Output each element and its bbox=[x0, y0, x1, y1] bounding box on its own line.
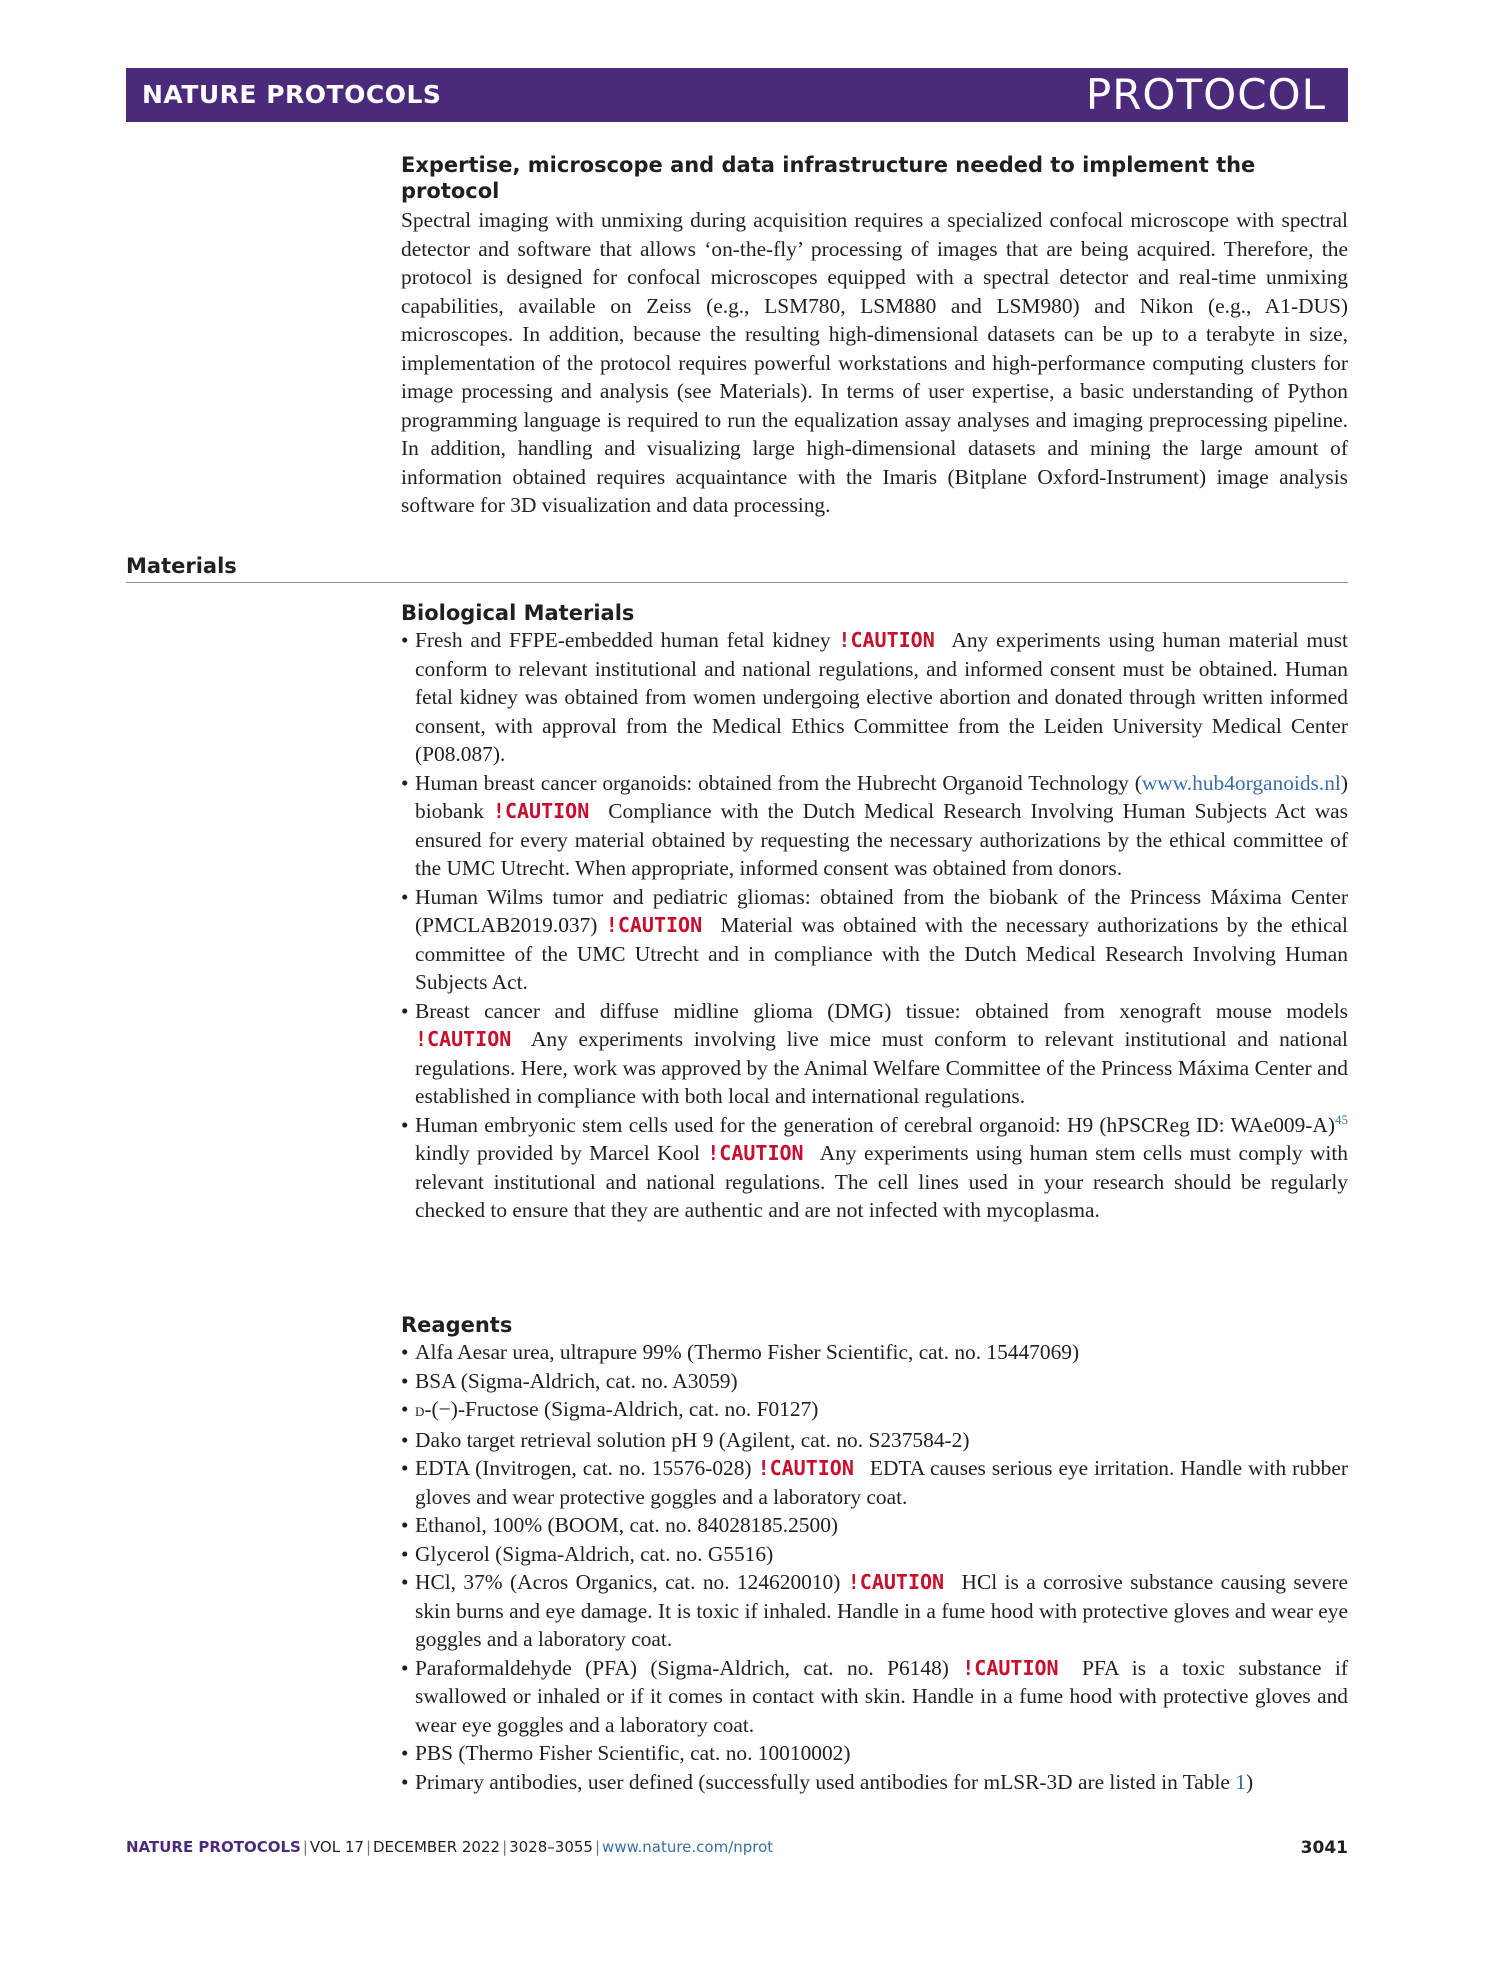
item-text: BSA (Sigma-Aldrich, cat. no. A3059) bbox=[415, 1368, 738, 1393]
list-item bbox=[401, 1540, 1348, 1569]
list-item bbox=[401, 626, 1348, 769]
materials-title: Materials bbox=[126, 554, 237, 578]
table-1-link[interactable]: 1 bbox=[1235, 1769, 1246, 1794]
item-text: Primary antibodies, user defined (successfully used antibodies for mLSR-3D are listed in Table bbox=[415, 1769, 1236, 1794]
caution-label: !CAUTION bbox=[838, 628, 935, 652]
footer-separator: | bbox=[502, 1838, 508, 1856]
page-footer bbox=[126, 1838, 1348, 1862]
list-item bbox=[401, 1367, 1348, 1396]
list-item bbox=[401, 1338, 1348, 1367]
item-text: EDTA (Invitrogen, cat. no. 15576-028) bbox=[415, 1456, 752, 1480]
item-text: ) biobank bbox=[415, 770, 1348, 823]
footer-separator: | bbox=[594, 1838, 601, 1856]
item-text: kindly provided by Marcel Kool bbox=[415, 1141, 700, 1165]
item-text: Fresh and FFPE-embedded human fetal kidney bbox=[415, 628, 831, 652]
expertise-section bbox=[401, 152, 1348, 520]
footer-journal: NATURE PROTOCOLS bbox=[126, 1838, 301, 1856]
biological-materials bbox=[401, 600, 1348, 1225]
caution-text: Any experiments using human stem cells must comply with relevant institutional and national regulations. The cell lines used in your research should be regularly checked to ensure that they are authentic and are not infected with mycoplasma. bbox=[415, 1141, 1349, 1222]
list-item bbox=[401, 769, 1348, 883]
caution-label: !CAUTION bbox=[707, 1141, 804, 1165]
list-item bbox=[401, 1426, 1348, 1455]
bio-heading: Biological Materials bbox=[401, 601, 635, 625]
item-text: Dako target retrieval solution pH 9 (Agilent, cat. no. S237584-2) bbox=[415, 1427, 970, 1452]
caution-label: !CAUTION bbox=[757, 1456, 854, 1480]
caution-text: Compliance with the Dutch Medical Research Involving Human Subjects Act was ensured for every material obtained by requesting the necessary authorizations by the ethical committee of the UMC Utrecht. When appropriate, informed consent was obtained from donors. bbox=[415, 799, 1348, 880]
list-item bbox=[401, 1511, 1348, 1540]
caution-label: !CAUTION bbox=[415, 1027, 512, 1051]
list-item bbox=[401, 1395, 1348, 1426]
journal-name: NATURE PROTOCOLS bbox=[142, 80, 442, 109]
caution-text: Any experiments using human material must conform to relevant institutional and national regulations, and informed consent must be obtained. Human fetal kidney was obtained from women undergoing elective abortion and donated through written informed consent, with approval from the Medical Ethics Committee from the Leiden University Medical Center (P08.087). bbox=[415, 628, 1348, 766]
reagents-section bbox=[401, 1312, 1348, 1796]
hub4organoids-link[interactable]: www.hub4organoids.nl bbox=[1141, 770, 1341, 795]
caution-label: !CAUTION bbox=[847, 1570, 945, 1594]
item-text: Glycerol (Sigma-Aldrich, cat. no. G5516) bbox=[415, 1541, 774, 1566]
item-text: Human Wilms tumor and pediatric gliomas: obtained from the biobank of the Princess Máxima Center (PMCLAB2019.037) bbox=[415, 884, 1348, 937]
reagents-list bbox=[401, 1338, 1348, 1796]
caution-label: !CAUTION bbox=[492, 799, 590, 823]
footer-separator: | bbox=[302, 1838, 308, 1856]
item-text: -(−)-Fructose (Sigma-Aldrich, cat. no. F0127) bbox=[424, 1397, 819, 1421]
item-text: Alfa Aesar urea, ultrapure 99% (Thermo Fisher Scientific, cat. no. 15447069) bbox=[415, 1340, 1080, 1364]
bio-list bbox=[401, 626, 1348, 1225]
reagents-heading: Reagents bbox=[401, 1313, 513, 1337]
item-text: PBS (Thermo Fisher Scientific, cat. no. 10010002) bbox=[415, 1741, 851, 1765]
item-text: HCl, 37% (Acros Organics, cat. no. 124620010) bbox=[415, 1570, 841, 1594]
list-item bbox=[401, 1111, 1348, 1225]
footer-url-link[interactable]: www.nature.com/nprot bbox=[602, 1838, 774, 1856]
footer-pages: 3028–3055 bbox=[509, 1838, 593, 1856]
item-text: Ethanol, 100% (BOOM, cat. no. 84028185.2500) bbox=[415, 1513, 839, 1537]
materials-section-header bbox=[126, 552, 1348, 583]
list-item bbox=[401, 883, 1348, 997]
caution-text: HCl is a corrosive substance causing severe skin burns and eye damage. It is toxic if inhaled. Handle in a fume hood with protective gloves and wear eye goggles and a laboratory coat. bbox=[415, 1570, 1348, 1651]
item-prefix: d bbox=[415, 1400, 425, 1421]
footer-volume: VOL 17 bbox=[309, 1838, 364, 1856]
footer-date: DECEMBER 2022 bbox=[373, 1838, 501, 1856]
journal-banner bbox=[126, 68, 1348, 122]
list-item bbox=[401, 1739, 1348, 1768]
list-item bbox=[401, 1454, 1348, 1511]
item-text: Human breast cancer organoids: obtained from the Hubrecht Organoid Technology ( bbox=[415, 770, 1142, 795]
list-item bbox=[401, 1568, 1348, 1654]
footer-separator: | bbox=[365, 1838, 371, 1856]
page-number: 3041 bbox=[1300, 1838, 1348, 1858]
list-item bbox=[401, 997, 1348, 1111]
caution-text: Material was obtained with the necessary authorizations by the ethical committee of the UMC Utrecht and in compliance with the Dutch Medical Research Involving Human Subjects Act. bbox=[415, 913, 1348, 994]
article-type: PROTOCOL bbox=[1085, 70, 1326, 119]
item-text: Human embryonic stem cells used for the generation of cerebral organoid: H9 (hPSCReg ID: WAe009-A) bbox=[415, 1112, 1335, 1137]
caution-label: !CAUTION bbox=[605, 913, 703, 937]
expertise-paragraph: Spectral imaging with unmixing during acquisition requires a specialized confocal microscope with spectral detector and software that allows ‘on-the-fly’ processing of images that are being acquired. Therefore, the protocol is designed for confocal microscopes equipped with a spectral detector and real-time unmixing capabilities, available on Zeiss (e.g., LSM780, LSM880 and LSM980) and Nikon (e.g., A1-DUS) microscopes. In addition, because the resulting high-dimensional datasets can be up to a terabyte in size, implementation of the protocol requires powerful workstations and high-performance computing clusters for image processing and analysis (see Materials). In terms of user expertise, a basic understanding of Python programming language is required to run the equalization assay analyses and imaging preprocessing pipeline. In addition, handling and visualizing large high-dimensional datasets and mining the large amount of information obtained requires acquaintance with the Imaris (Bitplane Oxford-Instrument) image analysis software for 3D visualization and data processing. bbox=[401, 208, 1348, 517]
caution-text: PFA is a toxic substance if swallowed or inhaled or if it comes in contact with skin. Handle in a fume hood with protective gloves and wear eye goggles and a laboratory coat. bbox=[415, 1655, 1348, 1737]
caution-text: EDTA causes serious eye irritation. Handle with rubber gloves and wear protective goggles and a laboratory coat. bbox=[415, 1456, 1348, 1509]
caution-label: !CAUTION bbox=[962, 1655, 1059, 1680]
expertise-heading: Expertise, microscope and data infrastructure needed to implement the protocol bbox=[401, 153, 1256, 203]
item-text: ) bbox=[1245, 1769, 1254, 1794]
list-item bbox=[401, 1768, 1348, 1797]
item-text: Breast cancer and diffuse midline glioma (DMG) tissue: obtained from xenograft mouse models bbox=[415, 998, 1348, 1023]
list-item bbox=[401, 1654, 1348, 1740]
caution-text: Any experiments involving live mice must conform to relevant institutional and national regulations. Here, work was approved by the Animal Welfare Committee of the Princess Máxima Center and established in compliance with both local and international regulations. bbox=[415, 1027, 1348, 1108]
reference-45-link[interactable]: 45 bbox=[1335, 1111, 1348, 1127]
item-text: Paraformaldehyde (PFA) (Sigma-Aldrich, cat. no. P6148) bbox=[415, 1655, 949, 1680]
